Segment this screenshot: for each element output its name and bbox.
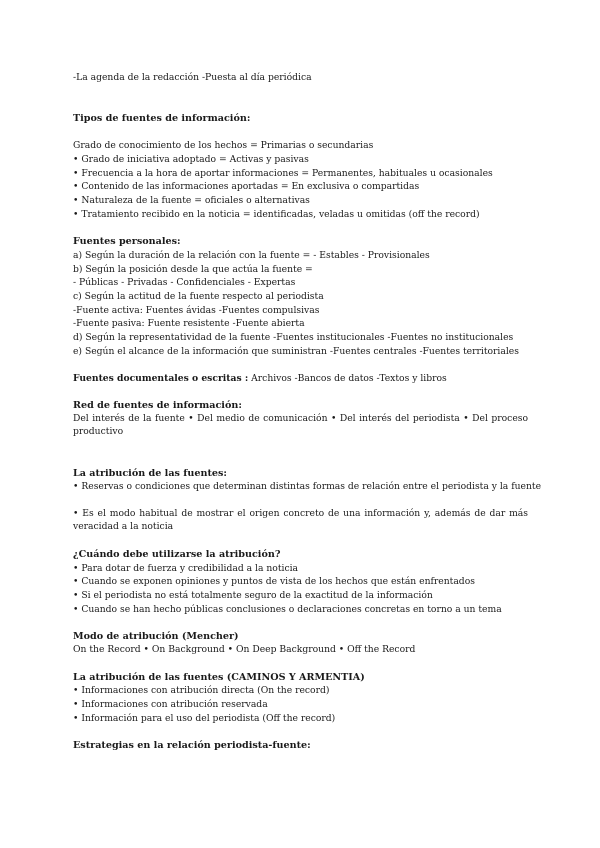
cuando-line: • Si el periodista no está totalmente seguro de la exactitud de la información	[73, 590, 433, 601]
red-heading: Red de fuentes de información:	[73, 400, 242, 411]
cuando-line: • Cuando se exponen opiniones y puntos de vista de los hechos que están enfrentados	[73, 576, 475, 587]
documentales-text: Archivos -Bancos de datos -Textos y libros	[248, 373, 447, 384]
red-text: Del interés de la fuente • Del medio de comunicación • Del interés del periodista • Del proceso productivo	[73, 413, 528, 438]
atribucion-line: • Reservas o condiciones que determinan distintas formas de relación entre el periodista y la fuente	[73, 481, 542, 492]
tipos-line: • Naturaleza de la fuente = oficiales o alternativas	[73, 195, 310, 206]
caminos-line: • Información para el uso del periodista (Off the record)	[73, 713, 336, 724]
tipos-line: • Grado de iniciativa adoptado = Activas y pasivas	[73, 154, 309, 165]
personales-line: -Fuente pasiva: Fuente resistente -Fuente abierta	[73, 318, 305, 329]
modo-heading: Modo de atribución (Mencher)	[73, 631, 239, 642]
personales-line: a) Según la duración de la relación con la fuente = - Estables - Provisionales	[73, 250, 430, 261]
personales-line: b) Según la posición desde la que actúa la fuente =	[73, 264, 313, 275]
caminos-line: • Informaciones con atribución directa (On the record)	[73, 685, 330, 696]
documentales-line	[73, 372, 528, 385]
estrategias-heading: Estrategias en la relación periodista-fuente:	[73, 740, 311, 751]
documentales-heading: Fuentes documentales o escritas :	[73, 373, 249, 384]
cuando-line: • Para dotar de fuerza y credibilidad a la noticia	[73, 563, 299, 574]
personales-line: c) Según la actitud de la fuente respecto al periodista	[73, 291, 324, 302]
tipos-heading: Tipos de fuentes de información:	[73, 113, 251, 124]
tipos-line: • Tratamiento recibido en la noticia = identificadas, veladas u omitidas (off the record)	[73, 209, 480, 220]
tipos-line: • Contenido de las informaciones aportadas = En exclusiva o compartidas	[73, 181, 420, 192]
atribucion-paragraph: • Es el modo habitual de mostrar el origen concreto de una información y, además de dar más veracidad a la noticia	[73, 508, 528, 533]
cuando-heading: ¿Cuándo debe utilizarse la atribución?	[73, 549, 281, 560]
caminos-line: • Informaciones con atribución reservada	[73, 699, 268, 710]
personales-line: - Públicas - Privadas - Confidenciales - Expertas	[73, 277, 296, 288]
tipos-line: Grado de conocimiento de los hechos = Primarias o secundarias	[73, 140, 374, 151]
personales-line: e) Según el alcance de la información que suministran -Fuentes centrales -Fuentes territoriales	[73, 346, 519, 357]
atribucion-heading: La atribución de las fuentes:	[73, 468, 227, 479]
intro-line: -La agenda de la redacción -Puesta al día periódica	[73, 72, 312, 83]
caminos-heading: La atribución de las fuentes (CAMINOS Y ARMENTIA)	[73, 672, 365, 683]
personales-line: d) Según la representatividad de la fuente -Fuentes institucionales -Fuentes no institucionales	[73, 332, 514, 343]
personales-line: -Fuente activa: Fuentes ávidas -Fuentes compulsivas	[73, 305, 320, 316]
tipos-line: • Frecuencia a la hora de aportar informaciones = Permanentes, habituales u ocasionales	[73, 168, 493, 179]
personales-heading: Fuentes personales:	[73, 236, 181, 247]
modo-text: On the Record • On Background • On Deep Background • Off the Record	[73, 644, 416, 655]
cuando-line: • Cuando se han hecho públicas conclusiones o declaraciones concretas en torno a un tema	[73, 604, 502, 615]
